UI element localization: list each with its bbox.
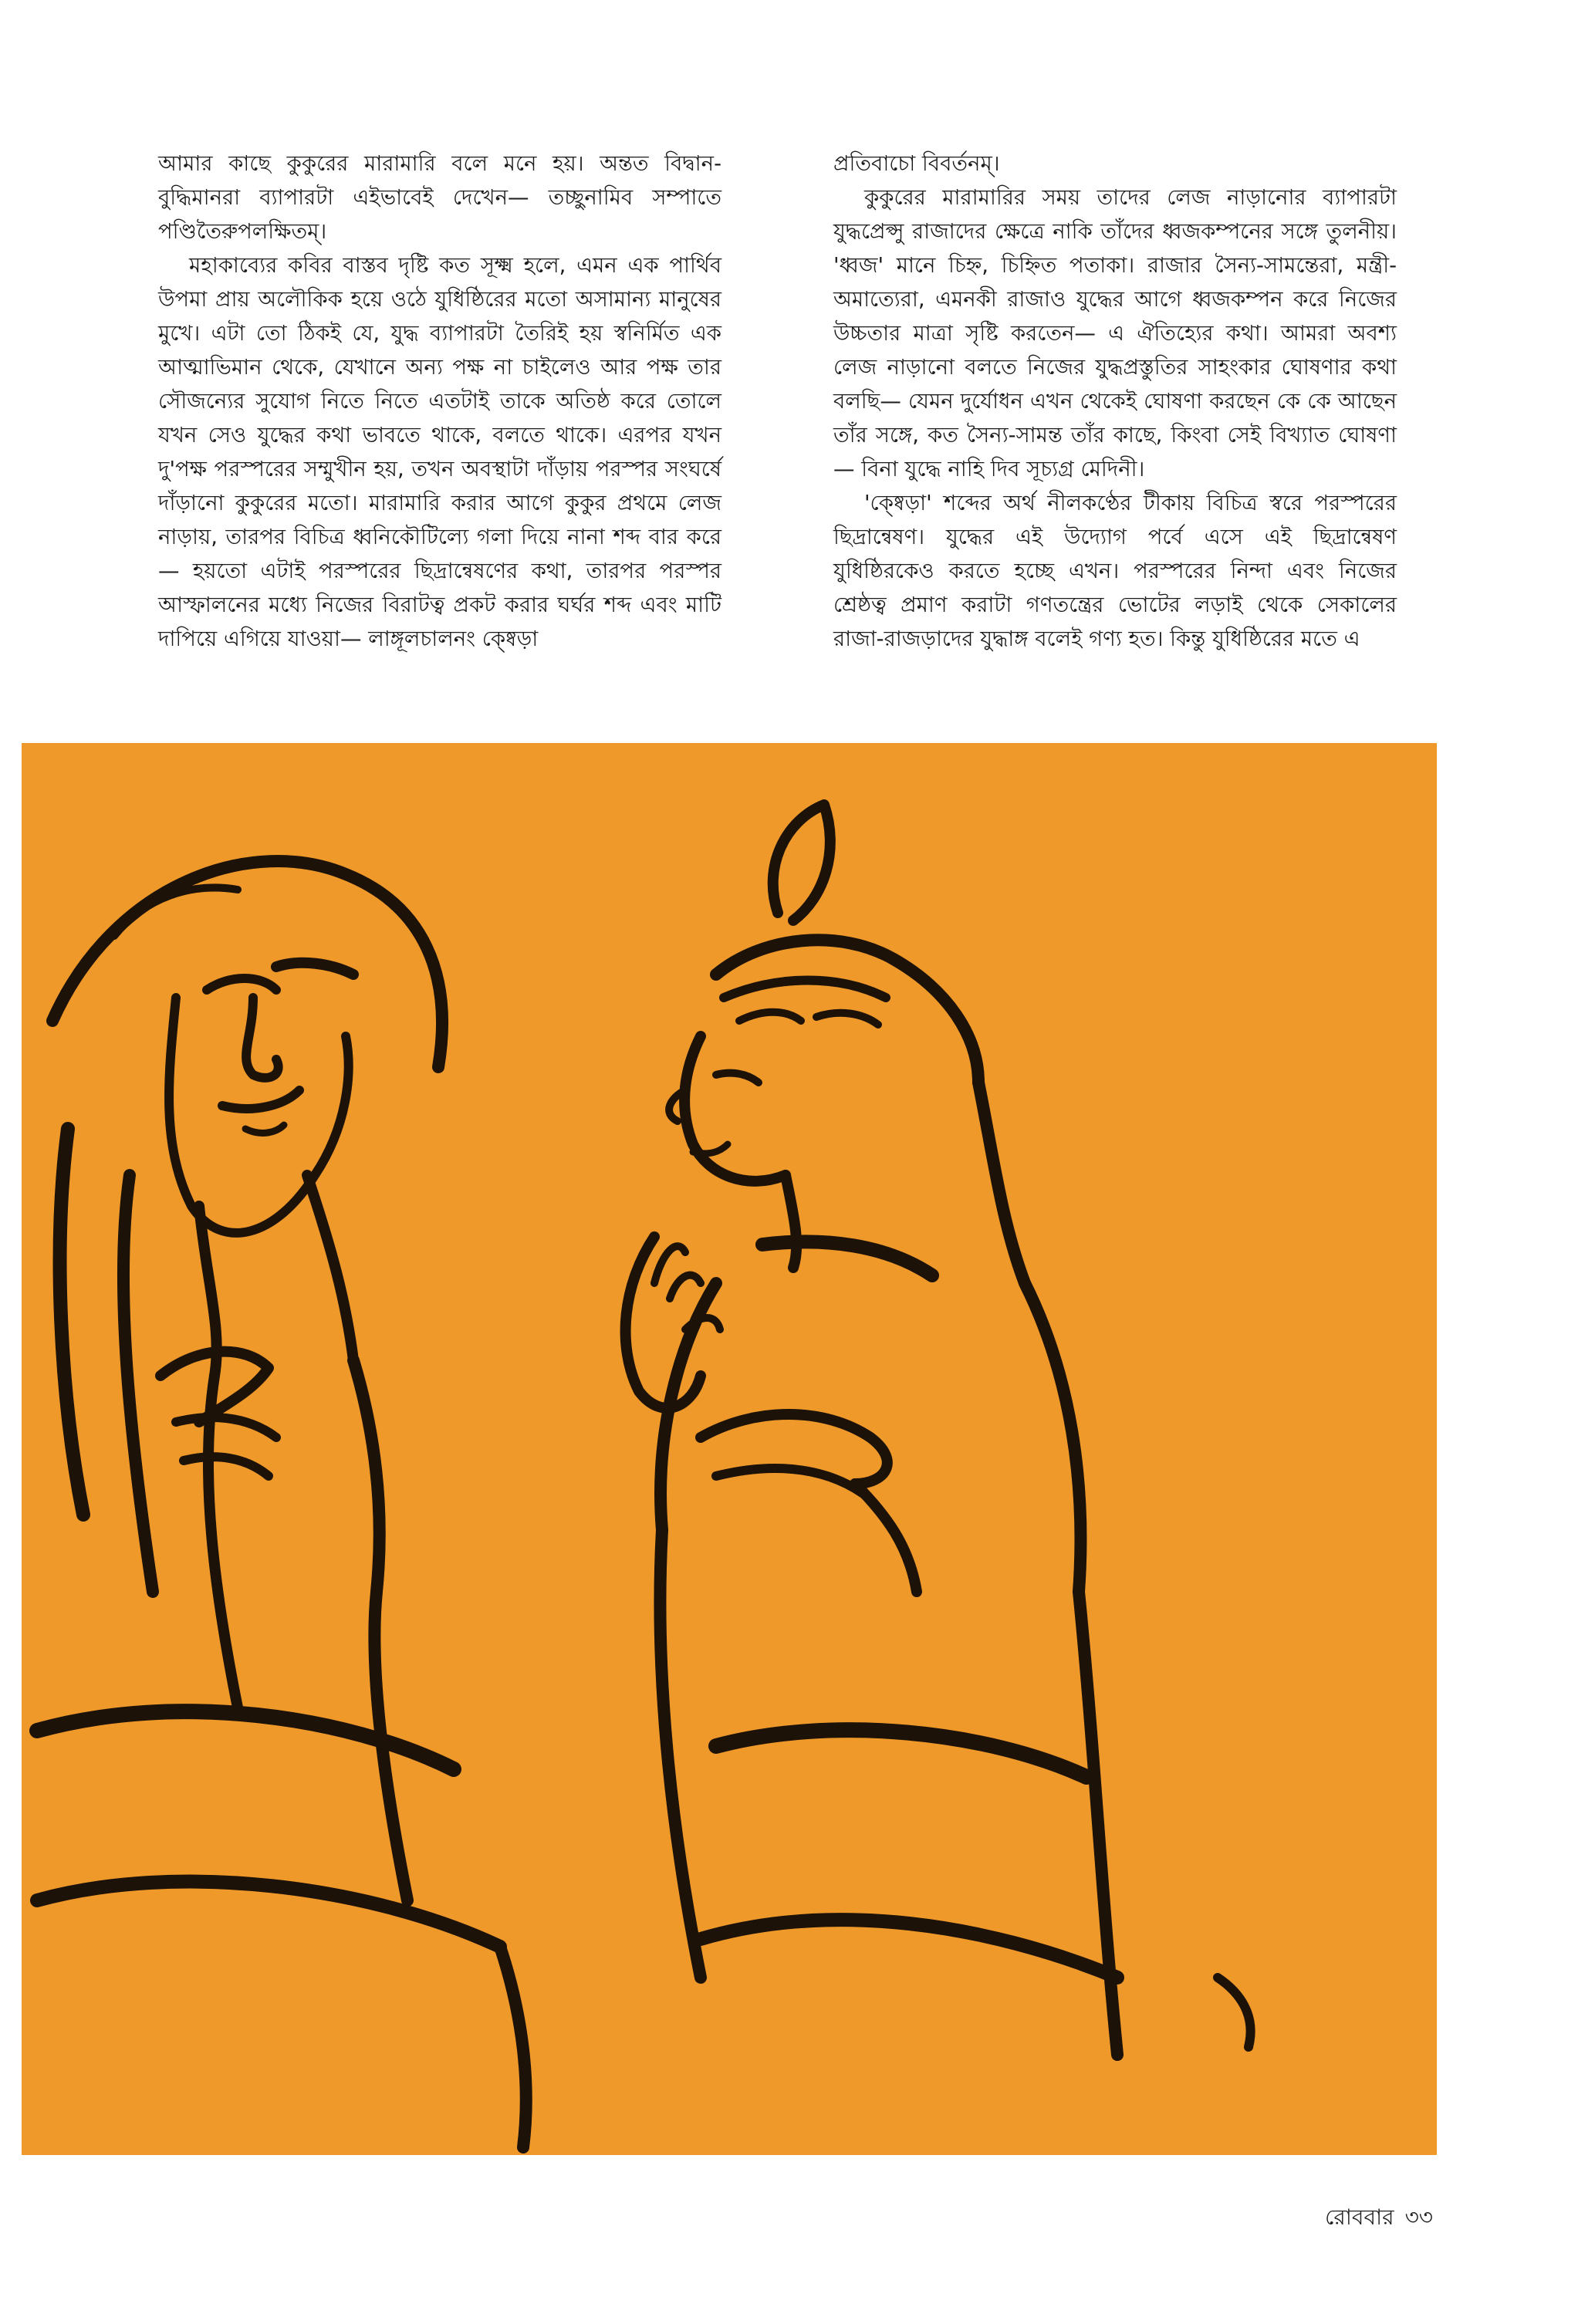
page-number: ৩৩ [1404, 2204, 1433, 2230]
paragraph: প্রতিবাচো বিবর্তনম্। [833, 151, 1000, 176]
paragraph: 'ক্ষ্বেড়া' শব্দের অর্থ নীলকণ্ঠের টীকায় বিচিত্র স্বরে পরস্পরের ছিদ্রান্বেষণ। যুদ্ধের এই উদ্যোগ পর্বে এসে এই ছিদ্রান্বেষণ যুধিষ্ঠিরকেও করতে হচ্ছে এখন। পরস্পরের নিন্দা এবং নিজের শ্রেষ্ঠত্ব প্রমাণ করাটা গণতন্ত্রের ভোটের লড়াই থেকে সেকালের রাজা-রাজড়াদের যুদ্ধাঙ্গ বলেই গণ্য হত। কিন্তু যুধিষ্ঠিরের মতে এ [833, 491, 1397, 651]
paragraph: মহাকাব্যের কবির বাস্তব দৃষ্টি কত সূক্ষ্ম হলে, এমন এক পার্থিব উপমা প্রায় অলৌকিক হয়ে ওঠে যুধিষ্ঠিরের মতো অসামান্য মানুষের মুখে। এটা তো ঠিকই যে, যুদ্ধ ব্যাপারটা তৈরিই হয় স্বনির্মিত এক আত্মাভিমান থেকে, যেখানে অন্য পক্ষ না চাইলেও আর পক্ষ তার সৌজন্যের সুযোগ নিতে নিতে এতটাই তাকে অতিষ্ঠ করে তোলে যখন সেও যুদ্ধের কথা ভাবতে থাকে, বলতে থাকে। এরপর যখন দু'পক্ষ পরস্পরের সম্মুখীন হয়, তখন অবস্থাটা দাঁড়ায় পরস্পর সংঘর্ষে দাঁড়ানো কুকুরের মতো। মারামারি করার আগে কুকুর প্রথমে লেজ নাড়ায়, তারপর বিচিত্র ধ্বনিকৌটিল্যে গলা দিয়ে নানা শব্দ বার করে— হয়তো এটাই পরস্পরের ছিদ্রান্বেষণের কথা, তারপর পরস্পর আস্ফালনের মধ্যে নিজের বিরাটত্ব প্রকট করার ঘর্ঘর শব্দ এবং মাটি দাপিয়ে এগিয়ে যাওয়া— লাঙ্গূলচালনং ক্ষ্বেড়া [158, 253, 721, 651]
illustration-two-figures [22, 743, 1437, 2155]
magazine-name: রোববার [1325, 2204, 1394, 2230]
paragraph: আমার কাছে কুকুরের মারামারি বলে মনে হয়। অন্তত বিদ্বান-বুদ্ধিমানরা ব্যাপারটা এইভাবেই দেখেন— তচ্ছুনামিব সম্পাতে পণ্ডিতৈরুপলক্ষিতম্। [158, 151, 721, 244]
ink-drawing [22, 743, 1437, 2155]
article-column-left [158, 147, 721, 656]
prince-figure [626, 805, 1251, 2055]
article-column-right [833, 147, 1397, 656]
page-footer [1325, 2201, 1433, 2237]
paragraph: কুকুরের মারামারির সময় তাদের লেজ নাড়ানোর ব্যাপারটা যুদ্ধপ্রেপ্সু রাজাদের ক্ষেত্রে নাকি তাঁদের ধ্বজকম্পনের সঙ্গে তুলনীয়। 'ধ্বজ' মানে চিহ্ন, চিহ্নিত পতাকা। রাজার সৈন্য-সামন্তেরা, মন্ত্রী-অমাত্যেরা, এমনকী রাজাও যুদ্ধের আগে ধ্বজকম্পন করে নিজের উচ্চতার মাত্রা সৃষ্টি করতেন— এ ঐতিহ্যের কথা। আমরা অবশ্য লেজ নাড়ানো বলতে নিজের যুদ্ধপ্রস্তুতির সাহংকার ঘোষণার কথা বলছি— যেমন দুর্যোধন এখন থেকেই ঘোষণা করছেন কে কে আছেন তাঁর সঙ্গে, কত সৈন্য-সামন্ত তাঁর কাছে, কিংবা সেই বিখ্যাত ঘোষণা— বিনা যুদ্ধে নাহি দিব সূচ্যগ্র মেদিনী। [833, 185, 1397, 481]
sage-figure [37, 861, 526, 2147]
